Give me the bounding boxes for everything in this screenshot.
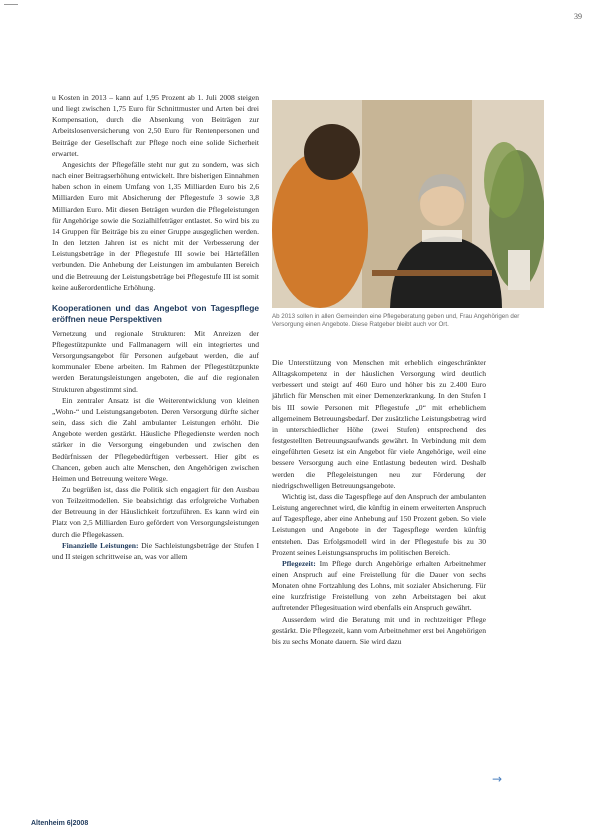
paragraph: Wichtig ist, dass die Tagespflege auf den Anspruch der ambulanten Leistung angerechnet wird, die künftig in einem erweiterten Anspruch auf Tagespflege, aber eine Anhebung auf 150 Prozent geben. So viele Leistungen und Angebote in der Tagespflege werden künftig entstehen. Das Erfolgsmodell wird in der Pflegestufe bis zu 30 Prozent seines Leistungsanspruchs im politischen Bereich. xyxy=(272,491,486,557)
paragraph-text: Im Pflege durch Angehörige erhalten Arbeitnehmer einen Anspruch auf eine Freistellung für die Dauer von sechs Monaten ohne Fortzahlung des Lohns, mit sozialer Absicherung. Für eine kurzfristige Freistellung von zehn Arbeitstagen bei akut auftretender Pflegesituation wird ebenfalls ein Anspruch gewährt. xyxy=(272,558,486,613)
right-column xyxy=(272,357,486,647)
paragraph xyxy=(272,558,486,614)
paragraph-lead: Pflegezeit: xyxy=(282,558,316,568)
page-number: 39 xyxy=(574,12,582,21)
article-photo xyxy=(272,100,544,308)
paragraph: Zu begrüßen ist, dass die Politik sich engagiert für den Ausbau von Teilzeitmodellen. Sie beabsichtigt das erfolgreiche Vorhaben der Betreuung in der Häuslichkeit fortzuführen. Es kann wird ein Platz von 2,5 Milliarden Euro gefördert von Versorgungsleistungen durch die Pflegekassen. xyxy=(52,485,259,539)
photo-caption: Ab 2013 sollen in allen Gemeinden eine Pflegeberatung geben und, Frau Angehörigen der Versorgung einen Angebote. Diese Ratgeber bleibt auch vor Ort. xyxy=(272,313,520,328)
paragraph: Die Unterstützung von Menschen mit erheblich eingeschränkter Alltagskompetenz in der häuslichen Versorgung wird deutlich verbessert und steigt auf 460 Euro und höher bis zu 2.400 Euro jährlich für Menschen mit einer Demenzerkrankung. In den Stufen I bis III sowie Personen mit Pflegestufe „0“ mit erheblichem allgemeinem Betreuungsbedarf. Der zusätzliche Leistungsbetrag wird in unterschiedlicher Höhe (zwei Stufen) entsprechend des festgestellten Betreuungsaufwands gewährt. In Verbindung mit dem eingeführten Gesetz ist ein Angebot für viele Angehörige, weil eine bessere Versorgung auch eine Entlastung bedeuten wird. Deshalb werden die Pflegeleistungen neu zur Förderung der niedrigschwelligen Betreuungsangebote. xyxy=(272,358,486,490)
paragraph-text: Die Sachleistungsbeträge der Stufen I und II steigen schrittweise an, was vor allem xyxy=(52,540,259,561)
left-column xyxy=(52,92,259,562)
paragraph xyxy=(52,540,259,562)
paragraph: Ein zentraler Ansatz ist die Weiterentwicklung von kleinen „Wohn-“ und Leistungsangeboten. Deren Versorgung dürfte sicher sein, dass sich die Zahl ambulanter Leistungen erhöht. Die Angebote werden gestärkt. Häusliche Pflegedienste werden noch stärker in die Versorgung eingebunden und zwischen den Bedürfnissen der Pflegebedürftigen verbessert. Hier gibt es Chancen, geben auch alte Menschen, den Angehörigen zwischen Heimen und Betreuung weitere Wege. xyxy=(52,395,259,483)
paragraph-lead: Finanzielle Leistungen: xyxy=(62,540,139,550)
paragraph: Ausserdem wird die Beratung mit und in rechtzeitiger Pflege gestärkt. Die Pflegezeit, kann vom Arbeitnehmer erst bei Angehörigen bis zu sechs Monate dauern. Sie wird dazu xyxy=(272,614,486,646)
section-heading: Kooperationen und das Angebot von Tagespflege eröffnen neue Perspektiven xyxy=(52,302,259,324)
paragraph: u Kosten in 2013 – kann auf 1,95 Prozent ab 1. Juli 2008 steigen und liegt zwischen 1,75 Euro für Schnittmuster und Arten bei drei Kompensation, durch die Absenkung von Beiträgen zur Arbeitslosenversicherung von 2,50 Euro für Rentenpersonen und Beiträge der Gesellschaft zur Pflege noch eine solide Sicherheit erwartet. xyxy=(52,93,259,158)
paragraph: Vernetzung und regionale Strukturen: Mit Anreizen der Pflegestützpunkte und Fallmanagern will ein integriertes und Versorgungsangebot für Personen aufgebaut werden, die auf kommunaler Ebene arbeiten. Im Rahmen der Pflegestützpunkte werden Beratungsleistungen angeboten, die auf die regionalen Strukturen abgestimmt sind. xyxy=(52,328,259,394)
crop-mark xyxy=(4,4,18,10)
paragraph: Angesichts der Pflegefälle steht nur gut zu sondern, was sich nach einer Beitragserhöhung entwickelt. Ihre bisherigen Einnahmen haben schon in einem Umfang von 1,35 Milliarden Euro bis 2,6 Milliarden Euro mit Absicherung der Pflegestufe 3 sowie 3,8 Milliarden Euro. Mit diesen Beträgen wurden die Pflegeleistungen für Angehörige sowie die Sozialhilfeträger entlastet. So wird bis zu 14 Gruppen für Beiträge bis zu einer Gruppe ausgeglichen werden. In den letzten Jahren ist es nicht mit der Verbesserung der Leistungsbeträge in der Pflegestufe III sowie bei Härtefällen verbunden. Die Anhebung der Leistungen im ambulanten Bereich und die Betreuung der Leistungsbeträge bei Pflegestufe III ist somit keine außerordentliche Erhöhung. xyxy=(52,159,259,292)
arrow-right-icon: → xyxy=(492,772,503,786)
photo-illustration xyxy=(272,100,544,308)
footer-brand: Altenheim 6|2008 xyxy=(31,820,89,827)
